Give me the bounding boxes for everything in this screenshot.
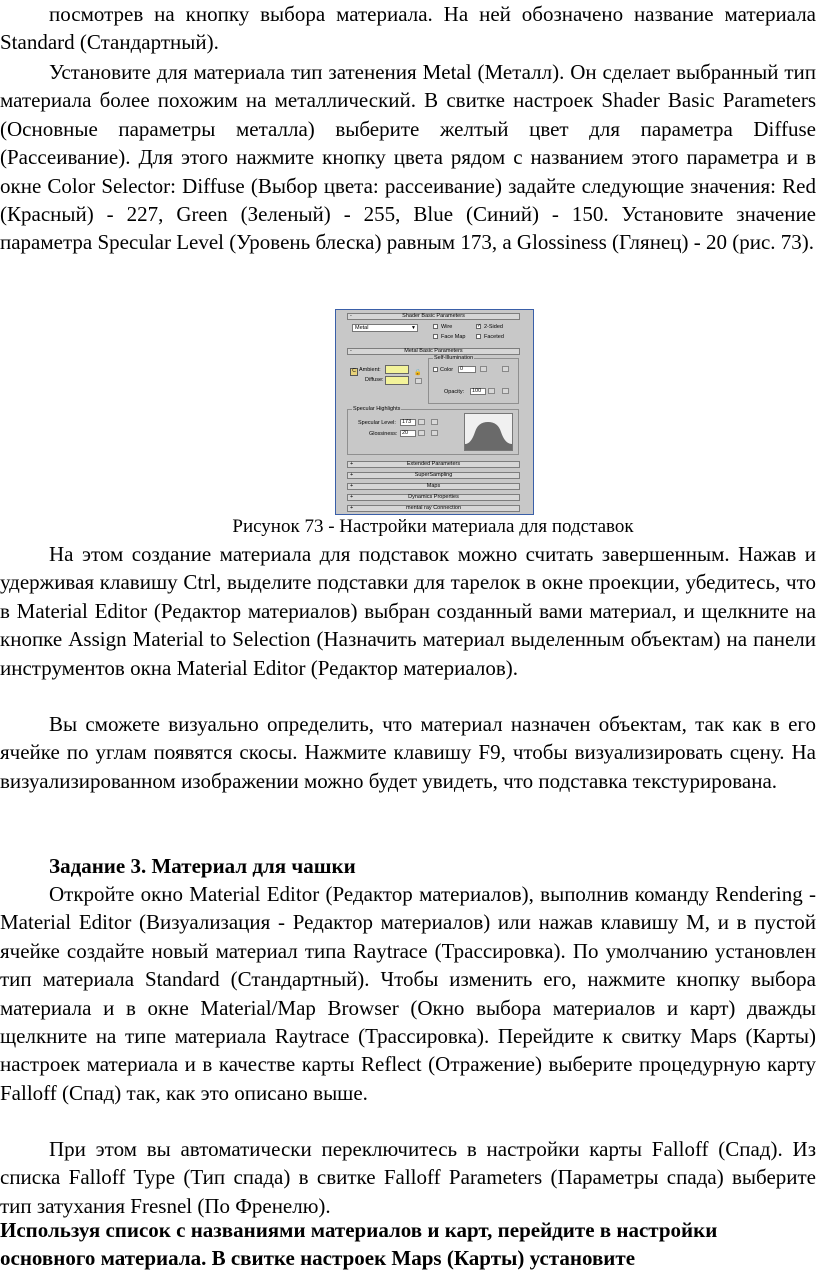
self-illum-value-input[interactable]: 0: [458, 366, 476, 373]
chevron-down-icon: ▼: [411, 325, 416, 331]
figure-caption: Рисунок 73 - Настройки материала для подставок: [232, 516, 634, 537]
specular-level-spinner[interactable]: [418, 419, 425, 425]
rollout-extended-parameters[interactable]: + Extended Parameters: [347, 461, 520, 468]
wire-label: Wire: [441, 324, 453, 330]
opacity-label: Opacity:: [444, 389, 465, 395]
two-sided-label: 2-Sided: [484, 324, 503, 330]
two-sided-checkbox[interactable]: ✓: [477, 323, 482, 329]
opacity-map-button[interactable]: [502, 388, 509, 394]
paragraph-4: Вы сможете визуально определить, что материал назначен объектам, так как в его ячейке по углам появятся скосы. Нажмите клавишу F9, чтобы визуализировать сцену. На визуализированном изображении можно будет увидеть, что подставка текстурирована.: [0, 712, 816, 793]
paragraph-6: При этом вы автоматически переключитесь в настройки карты Falloff (Спад). Из списка Falloff Type (Тип спада) в свитке Falloff Parameters (Параметры спада) выберите тип затухания Fresnel (По Френелю).: [0, 1137, 816, 1218]
paragraph-7: Используя список с названиями материалов и карт, перейдите в настройки основного материала. В свитке настроек Maps (Карты) установите: [0, 1218, 718, 1271]
paragraph-5: Откройте окно Material Editor (Редактор материалов), выполнив команду Rendering - Material Editor (Визуализация - Редактор материалов) или нажав клавишу M, и в пустой ячейке создайте новый материал типа Raytrace (Трассировка). По умолчанию установлен тип материала Standard (Стандартный). Чтобы изменить его, нажмите кнопку выбора материала и в окне Material/Map Browser (Окно выбора материалов и карт) дважды щелкните на типе материала Raytrace (Трассировка). Перейдите к свитку Maps (Карты) настроек материала и в качестве карты Reflect (Отражение) выберите процедурную карту Falloff (Спад) так, как это описано выше.: [0, 882, 816, 1105]
rollout-supersampling[interactable]: + SuperSampling: [347, 472, 520, 479]
shader-basic-parameters-rollout[interactable]: - Shader Basic Parameters: [347, 313, 520, 320]
rollout-maps[interactable]: + Maps: [347, 483, 520, 490]
diffuse-map-button[interactable]: [415, 378, 422, 384]
self-illum-color-label: Color: [440, 367, 454, 373]
highlight-curve-graph: [464, 413, 513, 451]
glossiness-map-button[interactable]: [431, 430, 438, 436]
paragraph-3: На этом создание материала для подставок можно считать завершенным. Нажав и удерживая клавишу Ctrl, выделите подставки для тарелок в окне проекции, убедитесь, что в Material Editor (Редактор материалов) выбран созданный вами материал, и щелкните на кнопке Assign Material to Selection (Назначить материал выделенным объектам) на панели инструментов окна Material Editor (Редактор материалов).: [0, 542, 816, 680]
lock-ambient-diffuse-icon[interactable]: C: [350, 368, 358, 376]
highlight-curve-icon: [465, 414, 512, 450]
specular-level-map-button[interactable]: [431, 419, 438, 425]
paragraph-2: Установите для материала тип затенения Metal (Металл). Он сделает выбранный тип материала более похожим на металлический. В свитке настроек Shader Basic Parameters (Основные параметры металла) выберите желтый цвет для параметра Diffuse (Рассеивание). Для этого нажмите кнопку цвета рядом с названием этого параметра и в окне Color Selector: Diffuse (Выбор цвета: рассеивание) задайте следующие значения: Red (Красный) - 227, Green (Зеленый) - 255, Blue (Синий) - 150. Установите значение параметра Specular Level (Уровень блеска) равным 173, a Glossiness (Глянец) - 20 (рис. 73).: [0, 60, 816, 255]
specular-level-input[interactable]: 173: [400, 419, 416, 426]
face-map-label: Face Map: [441, 334, 466, 340]
faceted-label: Faceted: [484, 334, 504, 340]
lock-icon[interactable]: 🔒: [414, 370, 422, 376]
glossiness-input[interactable]: 20: [400, 430, 416, 437]
metal-basic-parameters-rollout[interactable]: - Metal Basic Parameters: [347, 348, 520, 355]
opacity-input[interactable]: 100: [470, 388, 486, 395]
ambient-color-swatch[interactable]: [385, 365, 409, 374]
self-illum-map-button[interactable]: [502, 366, 509, 372]
section-heading: Задание 3. Материал для чашки: [49, 854, 356, 878]
ambient-label: Ambient:: [359, 367, 381, 373]
specular-level-label: Specular Level:: [358, 420, 396, 426]
wire-checkbox[interactable]: [433, 324, 438, 329]
shader-type-dropdown[interactable]: Metal ▼: [352, 324, 418, 332]
diffuse-color-swatch[interactable]: [385, 376, 409, 385]
face-map-checkbox[interactable]: [433, 334, 438, 339]
faceted-checkbox[interactable]: [476, 334, 481, 339]
diffuse-label: Diffuse:: [365, 377, 384, 383]
rollout-dynamics-properties[interactable]: + Dynamics Properties: [347, 494, 520, 501]
self-illum-spinner[interactable]: [480, 366, 487, 372]
self-illumination-group: Self-Illumination: [428, 358, 519, 404]
rollout-mental-ray-connection[interactable]: + mental ray Connection: [347, 505, 520, 512]
material-settings-figure: [335, 309, 534, 515]
glossiness-label: Glossiness:: [369, 431, 398, 437]
paragraph-1: посмотрев на кнопку выбора материала. На ней обозначено название материала Standard (Стандартный).: [0, 2, 816, 55]
specular-highlights-group: Specular Highlights: [347, 409, 519, 455]
opacity-spinner[interactable]: [488, 388, 495, 394]
self-illum-color-checkbox[interactable]: [433, 367, 438, 372]
glossiness-spinner[interactable]: [418, 430, 425, 436]
